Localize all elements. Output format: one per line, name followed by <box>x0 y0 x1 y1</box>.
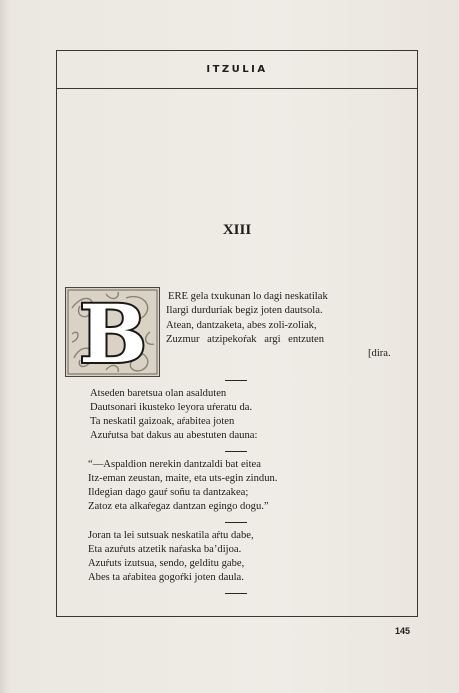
stanza2-line-4: Azuŕutsa bat dakus au abestuten dauna: <box>90 430 258 441</box>
stanza1-line-1: ERE gela txukunan lo dagi neskatilak <box>168 291 328 302</box>
stanza-divider-2 <box>225 451 247 452</box>
stanza-divider-3 <box>225 522 247 523</box>
stanza3-line-4: Zatoz eta alkaŕegaz dantzan egingo dogu.” <box>88 501 269 512</box>
page-number: 145 <box>395 626 411 636</box>
chapter-number: XIII <box>222 222 252 238</box>
stanza1-line-5: [dira. <box>368 348 391 359</box>
stanza4-line-4: Abes ta aŕabitea gogoŕki joten daula. <box>88 572 244 583</box>
dropcap-letter: B <box>79 288 147 376</box>
stanza2-line-3: Ta neskatil gaizoak, aŕabitea joten <box>90 416 235 427</box>
stanza3-line-2: Itz-eman zeustan, maite, eta uts-egin zindun. <box>88 473 278 484</box>
stanza1-line-2: Ilargi durduriak begiz joten dautsola. <box>166 305 323 316</box>
stanza2-line-1: Atseden baretsua olan asalduten <box>90 388 227 399</box>
stanza4-line-1: Joran ta lei sutsuak neskatila aŕtu dabe, <box>88 530 254 541</box>
stanza3-line-3: Ildegian dago gauŕ soñu ta dantzakea; <box>88 487 249 498</box>
stanza-divider-4 <box>225 593 247 594</box>
stanza4-line-2: Eta azuŕuts atzetik naŕaska ba’dijoa. <box>88 544 242 555</box>
stanza-divider-1 <box>225 380 247 381</box>
stanza3-line-1: “—Aspaldion nerekin dantzaldi bat eitea <box>88 459 261 470</box>
stanza1-line-4: Zuzmur atzipekoŕak argi entzuten <box>166 334 325 345</box>
ornamental-dropcap <box>65 287 160 377</box>
stanza1-line-3: Atean, dantzaketa, abes zoli-zoliak, <box>166 320 317 331</box>
stanza4-line-3: Azuŕuts izutsua, sendo, gelditu gabe, <box>88 558 245 569</box>
stanza2-line-2: Dautsonari ikusteko leyora uŕeratu da. <box>90 402 253 413</box>
header-rule <box>56 88 418 89</box>
running-header: ITZULIA <box>206 64 268 75</box>
